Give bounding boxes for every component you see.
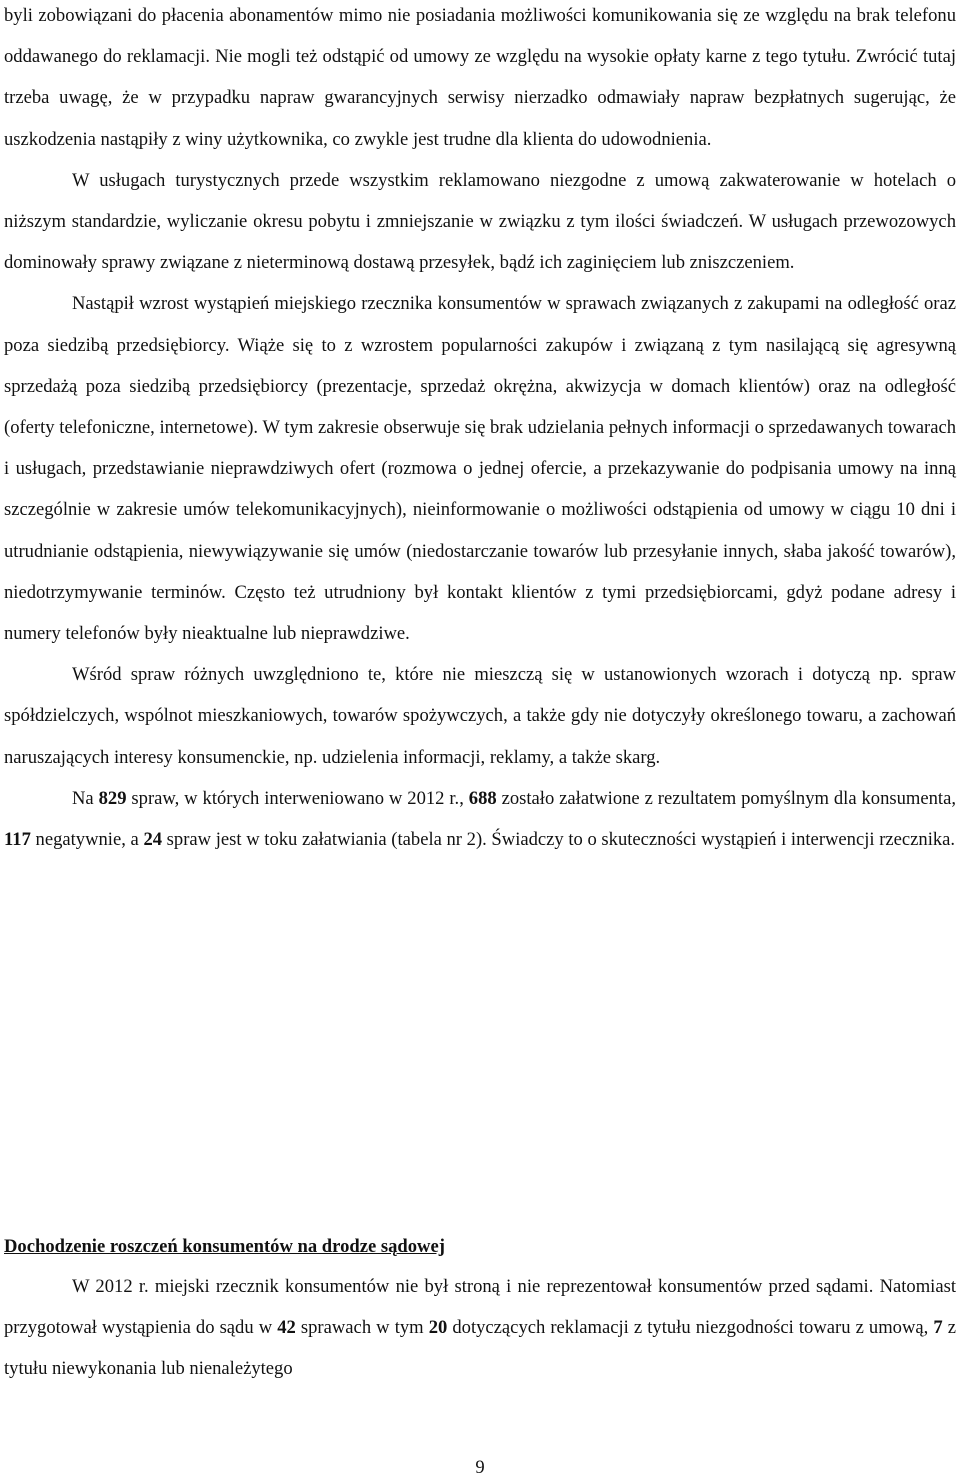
- paragraph-4: Wśród spraw różnych uwzględniono te, które nie mieszczą się w ustanowionych wzorach i dotyczą np. spraw spółdzielczych, wspólnot mieszkaniowych, towarów spożywczych, a także gdy nie dotyczyły określonego towaru, a zachowań naruszających interesy konsumenckie, np. udzielenia informacji, reklamy, a także skarg.: [4, 664, 956, 768]
- p6-text-1: W 2012 r. miejski rzecznik konsumentów nie był stroną i nie reprezentował konsumentów przed sądami. Natomiast przygotował wystąpienia do sądu w: [4, 1276, 956, 1339]
- p5-text-5: spraw jest w toku załatwiania (tabela nr 2). Świadczy to o skuteczności wystąpień i interwencji rzecznika.: [162, 829, 956, 851]
- section-heading: Dochodzenie roszczeń konsumentów na drodze sądowej: [4, 1236, 445, 1257]
- p6-number-7: 7: [933, 1317, 943, 1339]
- p6-number-42: 42: [277, 1317, 296, 1339]
- paragraph-1: byli zobowiązani do płacenia abonamentów mimo nie posiadania możliwości komunikowania się ze względu na brak telefonu oddawanego do reklamacji. Nie mogli też odstąpić od umowy ze względu na wysokie opłaty karne z tego tytułu. Zwrócić tutaj trzeba uwagę, że w przypadku napraw gwarancyjnych serwisy nierzadko odmawiały napraw bezpłatnych sugerując, że uszkodzenia nastąpiły z winy użytkownika, co zwykle jest trudne dla klienta do udowodnienia.: [4, 5, 956, 150]
- p5-number-24: 24: [143, 829, 163, 851]
- p6-text-3: dotyczących reklamacji z tytułu niezgodności towaru z umową,: [447, 1317, 934, 1339]
- p5-number-829: 829: [98, 787, 127, 809]
- page-number: 9: [475, 1457, 485, 1478]
- p6-number-20: 20: [428, 1317, 448, 1339]
- p5-number-117: 117: [4, 829, 31, 851]
- paragraph-2: W usługach turystycznych przede wszystkim reklamowano niezgodne z umową zakwaterowanie w hotelach o niższym standardzie, wyliczanie okresu pobytu i zmniejszanie w związku z tym ilości świadczeń. W usługach przewozowych dominowały sprawy związane z nieterminową dostawą przesyłek, bądź ich zaginięciem lub zniszczeniem.: [4, 169, 956, 274]
- paragraph-3: Nastąpił wzrost wystąpień miejskiego rzecznika konsumentów w sprawach związanych z zakupami na odległość oraz poza siedzibą przedsiębiorcy. Wiąże się to z wzrostem popularności zakupów i związaną z tym nasilającą się agresywną sprzedażą poza siedzibą przedsiębiorcy (prezentacje, sprzedaż okrężna, akwizycja w domach klientów) oraz na odległość (oferty telefoniczne, internetowe). W tym zakresie obserwuje się brak udzielania pełnych informacji o sprzedawanych towarach i usługach, przedstawianie nieprawdziwych ofert (rozmowa o jednej ofercie, a przekazywanie do podpisania umowy na inną szczególnie w zakresie umów telekomunikacyjnych), nieinformowanie o możliwości odstąpienia od umowy w ciągu 10 dni i utrudnianie odstąpienia, niewywiązywanie się umów (niedostarczanie towarów lub przesyłanie innych, słaba jakość towarów), niedotrzymywanie terminów. Często też utrudniony był kontakt klientów z tymi przedsiębiorcami, gdyż podane adresy i numery telefonów były nieaktualne lub nieprawdziwe.: [4, 293, 956, 645]
- p6-text-4: z tytułu niewykonania lub nienależytego: [4, 1317, 957, 1380]
- p5-text-2: spraw, w których interweniowano w 2012 r.,: [126, 787, 469, 809]
- paragraph-5: [4, 778, 956, 860]
- p5-text-1: Na: [72, 787, 99, 809]
- body-text-section-2: [4, 1266, 956, 1390]
- body-text-section: [4, 0, 956, 860]
- p5-text-3: zostało załatwione z rezultatem pomyślnym dla konsumenta,: [496, 787, 956, 809]
- p6-text-2: sprawach w tym: [295, 1317, 429, 1339]
- p5-number-688: 688: [468, 787, 497, 809]
- paragraph-6: [4, 1266, 956, 1390]
- p5-text-4: negatywnie, a: [30, 829, 144, 851]
